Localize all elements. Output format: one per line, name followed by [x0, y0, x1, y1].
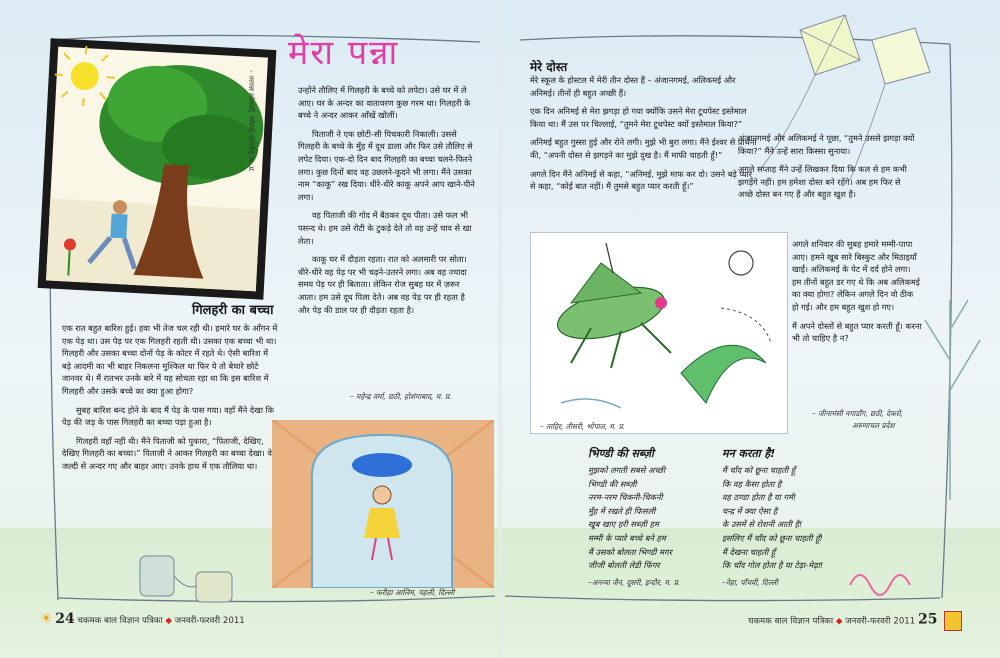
- page-number: 24: [55, 611, 75, 627]
- paragraph: सुबह बारिश बन्द होने के बाद मैं पेड़ के पास गया। वहाँ मैंने देखा कि पेड़ की जड़ के पास गिलहरी का बच्चा पड़ा हुआ है।: [62, 404, 274, 428]
- drawing-credit: – ताहिर, तीसरी, भोपाल, म. प्र.: [540, 422, 626, 431]
- right-folio: [748, 611, 962, 631]
- story-credit: – महेन्द्र वर्मा, छठी, होशंगाबाद, म. प्र.: [350, 392, 452, 401]
- story-column-1: [62, 322, 278, 479]
- poem-body: [722, 464, 852, 573]
- poem-line: इसलिए मैं चाँद को छूना चाहती हूँ!: [722, 532, 823, 543]
- tree-artist-credit: - नरगस सोलंकी, पाँचवी, उज्जैन, म. प्र.: [247, 70, 255, 172]
- page-number: 25: [917, 611, 938, 628]
- paragraph: एक रात बहुत बारिश हुई। हवा भी तेज चल रही थी। हमारे घर के आँगन में एक पेड़ था। उस पेड़ पर एक गिलहरी रहती थी। उसका एक बच्चा भी था। गिलहरी और उसका बच्चा दोनों पेड़ के कोटर में रहते थे। ऐसी बारिश में बड़े आदमी का भी बाहर निकलना मुश्किल था फिर ये तो बेचारे छोटे जानवर थे। मैं रातभर उनके बारे में यह सोचता रहा था कि इस बारिश में गिलहरी और उसके बच्चे का क्या हुआ होगा?: [62, 323, 278, 396]
- poem-line: नरम-नरम चिकनी-चिकनी: [588, 492, 663, 503]
- poem-line: मुझको लगती सबसे अच्छी: [588, 465, 666, 475]
- poem-line: वह ठण्डा होता है या गर्म!: [722, 492, 797, 503]
- poem-title: मन करता है!: [722, 447, 776, 460]
- issue-date: जनवरी-फरवरी 2011: [845, 616, 916, 627]
- paragraph: मेरे स्कूल के होस्टल में मेरी तीन दोस्त हैं – अंजानगमई, अलिकमई और अनिमई। तीनों ही बहुत अच्छी हैं।: [530, 75, 736, 98]
- poem-body: [588, 464, 718, 573]
- poem-line: चन्द्र में क्या ऐसा है: [722, 505, 778, 516]
- story-right-column-lower: [792, 238, 922, 351]
- story-title: मेरे दोस्त: [530, 60, 568, 74]
- paragraph: गिलहरी वहाँ नहीं थी। मैंने पिताजी को पुकारा, “पिताजी, देखिए, देखिए गिलहरी का बच्चा।” पिताजी ने आकर गिलहरी का बच्चा देखा। वे जल्दी से अन्दर गए और बाहर आए। उनके हाथ में एक तौलिया था।: [62, 435, 272, 471]
- paragraph: अनिमई बहुत गुस्सा हुई और रोने लगी। मुझे भी बुरा लगा। मैंने ईश्वर से प्रार्थना की, “अपनी दोस्त से झगड़ने का मुझे दुख है। मैं माफी चाहती हूँ!”: [530, 137, 757, 160]
- poem-line: खूब खाए हरी सब्ज़ी हम: [588, 519, 659, 530]
- bare-tree-icon: [925, 300, 980, 500]
- magazine-name: चकमक बाल विज्ञान पत्रिका: [77, 616, 163, 626]
- bullet-icon: ◆: [835, 616, 843, 627]
- magazine-section-title: मेरा पन्ना: [288, 33, 400, 73]
- poem-credit: –नेहा, पाँचवीं, दिल्ली: [722, 578, 778, 587]
- poem-line: के उसमें से रोशनी आती है!: [722, 519, 803, 530]
- poem-title: भिण्डी की सब्ज़ी: [588, 447, 654, 460]
- ribbon-doodle-icon: [850, 575, 910, 595]
- paragraph: मैं अपने दोस्तों से बहुत प्यार करती हूँ। करना भी तो चाहिए है न?: [792, 320, 922, 344]
- story-intro-column: [530, 74, 758, 199]
- story-credit: [812, 408, 903, 432]
- paragraph: वह पिताजी की गोद में बैठकर दूध पीता। उसे फल भी पसन्द थे। हम उसे रोटी के टुकड़े देते तो वह उन्हें चाव से खा लेता।: [298, 210, 472, 246]
- story-title: गिलहरी का बच्चा: [192, 303, 274, 318]
- poem-line: कि वह कैसा होता है: [722, 478, 782, 489]
- paragraph: अगले दिन मैंने अनिमई से कहा, “अनिमई, मुझे माफ कर दो। उसने बड़े प्यार से कहा, “कोई बात नहीं। मैं तुमसे बहुत प्यार करती हूँ।”: [530, 168, 753, 192]
- magazine-logo-icon: [944, 611, 962, 631]
- paragraph: अंजानगमई और अलिकमई ने पूछा, “तुमने उससे झगड़ा क्यों किया?” मैंने उन्हें सारा किस्सा सुनाया।: [738, 133, 915, 156]
- story-right-column: [738, 132, 918, 207]
- thread-spool-icon: [140, 556, 232, 602]
- poem-line: मैं उसको बोलता भिण्डी मगर: [588, 546, 672, 557]
- poem-line: मैं देखना चाहती हूँ: [722, 546, 776, 557]
- paragraph: एक दिन अनिमई से मेरा झगड़ा हो गया क्योंकि उसने मेरा टूथपेस्ट इस्तेमाल किया था। मैं उस पर चिल्लाई, “तुमने मेरा टूथपेस्ट क्यों इस्तेमाल किया?”: [530, 106, 747, 129]
- paragraph: उन्होंने तौलिए में गिलहरी के बच्चे को लपेटा। उसे घर में ले आए। घर के अन्दर का वातावरण कुछ गरम था। गिलहरी के बच्चे ने अन्दर आकर आँखें खोलीं।: [298, 85, 471, 121]
- paragraph: काकू घर में दौड़ता रहता। रात को अलमारी पर सोता। धीरे-धीरे वह पेड़ पर भी चढ़ने-उतरने लगा। अब वह ज्यादा समय पेड़ पर ही बिताता। लेकिन रोज सुबह घर में ज़रूर आता। हम उसे दूध पिला देते। अब वह पेड़ पर ही रहता है और पेड़ की डाल पर ही दौड़ता रहता है।: [298, 254, 467, 315]
- grasshopper-drawing: [530, 232, 788, 434]
- poem-line: कि चाँद गोल होता है या टेढ़ा-मेढ़ा!: [722, 560, 824, 571]
- story-column-2: [298, 84, 478, 322]
- sun-logo-icon: ☀: [40, 611, 53, 627]
- drawing-credit: – फरीहा आलिम, पहली, दिल्ली: [370, 588, 455, 597]
- left-folio: [40, 611, 245, 627]
- credit-line: – जीनामंसी नगाडाँग, छठी, देकरो,: [812, 409, 904, 418]
- tree-drawing: [38, 38, 277, 299]
- magazine-name: चकमक बाल विज्ञान पत्रिका: [748, 616, 834, 627]
- poem-line: मम्मी के प्यारे बच्चे बने हम: [588, 532, 666, 543]
- bullet-icon: ◆: [165, 616, 172, 626]
- paragraph: अगले सप्ताह मैंने उन्हें लिखकर दिया कि कल से हम कभी झगड़ेंगे नहीं। हम हमेशा दोस्त बने रहेंगे। अब हम फिर से अच्छे दोस्त बन गए हैं और बहुत खुश हैं।: [738, 164, 907, 200]
- issue-date: जनवरी-फरवरी 2011: [174, 616, 245, 626]
- poem-line: मुँह में रखते ही फिसली: [588, 505, 656, 516]
- paragraph: पिताजी ने एक छोटी-सी पिचकारी निकाली। उससे गिलहरी के बच्चे के मुँह में दूध डाला और फिर उसे तौलिए से लपेट दिया। एक-दो दिन बाद गिलहरी का बच्चा चलने-फिरने लगा। कुछ दिनों बाद वह उछलने-कूदने भी लगा। मैंने उसका नाम “काकू” रख दिया। धीरे-धीरे काकू अपने आप खाने-पीने लगा।: [298, 128, 475, 202]
- poem-line: मैं चाँद को छूना चाहती हूँ: [722, 465, 796, 475]
- credit-line: अरुणाचल प्रदेश: [852, 421, 895, 430]
- paragraph: अगले शनिवार की सुबह हमारे मम्मी-पापा आए। हमने खूब सारे बिस्कुट और मिठाइयाँ खाईं। अलिकमई के पेट में दर्द होने लगा। हम तीनों बहुत डर गए थे कि अब अलिकमई का क्या होगा? लेकिन अगले दिन वो ठीक हो गई। और हम बहुत खुश हो गए।: [792, 239, 920, 312]
- girl-drawing: [272, 420, 494, 588]
- poem-line: जीजी बोलती लेडी फिंगर: [588, 560, 660, 571]
- poem-line: भिण्डी की सब्ज़ी: [588, 478, 637, 489]
- poem-credit: –अनन्या जैन, दूसरी, इन्दौर, म. प्र.: [588, 578, 681, 587]
